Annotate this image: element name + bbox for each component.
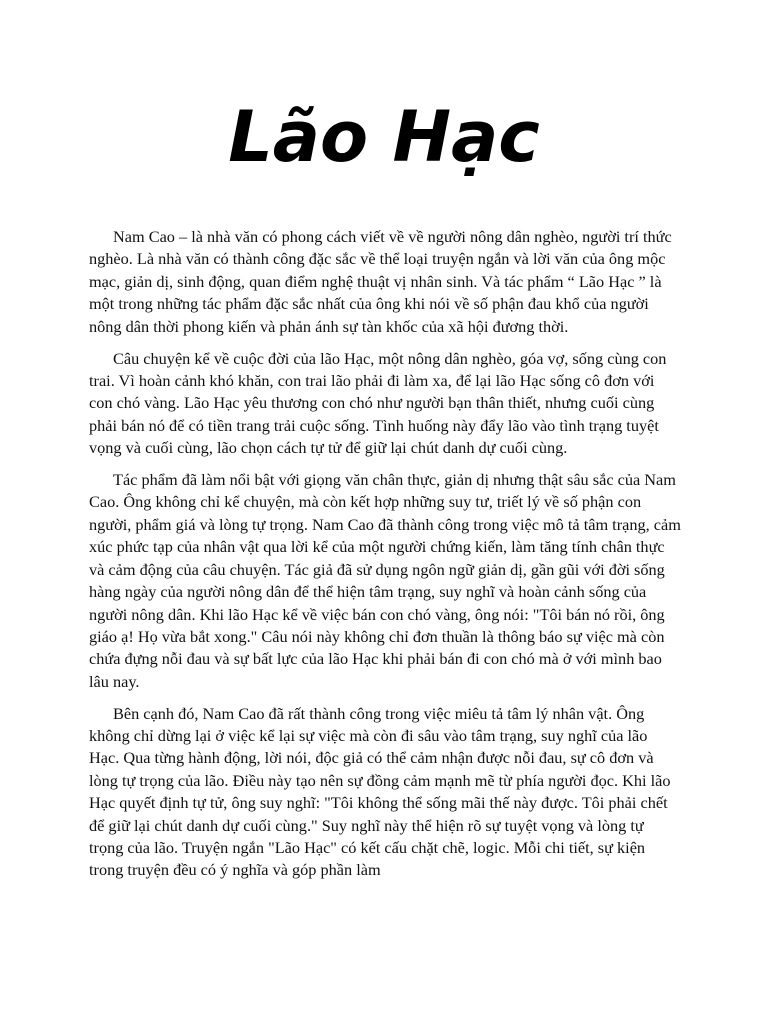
paragraph-3: Tác phẩm đã làm nổi bật với giọng văn chân thực, giản dị nhưng thật sâu sắc của Nam Cao. Ông không chỉ kể chuyện, mà còn kết hợp những suy tư, triết lý về số phận con người, phẩm giá và lòng tự trọng. Nam Cao đã thành công trong việc mô tả tâm trạng, cảm xúc phức tạp của nhân vật qua lời kể của một người chứng kiến, làm tăng tính chân thực và cảm động của câu chuyện. Tác giả đã sử dụng ngôn ngữ giản dị, gần gũi với đời sống hàng ngày của người nông dân để thể hiện tâm trạng, suy nghĩ và hoàn cảnh sống của người nông dân. Khi lão Hạc kể về việc bán con chó vàng, ông nói: "Tôi bán nó rồi, ông giáo ạ! Họ vừa bắt xong." Câu nói này không chỉ đơn thuần là thông báo sự việc mà còn chứa đựng nỗi đau và sự bất lực của lão Hạc khi phải bán đi con chó mà ở với mình bao lâu nay. bbox=[89, 470, 681, 691]
document-body bbox=[89, 226, 681, 891]
document-title: Lão Hạc bbox=[228, 96, 540, 178]
paragraph-1: Nam Cao – là nhà văn có phong cách viết về về người nông dân nghèo, người trí thức nghèo. Là nhà văn có thành công đặc sắc về thể loại truyện ngắn và lời văn của ông mộc mạc, giản dị, sinh động, quan điểm nghệ thuật vị nhân sinh. Và tác phẩm “ Lão Hạc ” là một trong những tác phẩm đặc sắc nhất của ông khi nói về số phận đau khổ của người nông dân thời phong kiến và phản ánh sự tàn khốc của xã hội đương thời. bbox=[89, 227, 672, 336]
paragraph-2: Câu chuyện kể về cuộc đời của lão Hạc, một nông dân nghèo, góa vợ, sống cùng con trai. Vì hoàn cảnh khó khăn, con trai lão phải đi làm xa, để lại lão Hạc sống cô đơn với con chó vàng. Lão Hạc yêu thương con chó như người bạn thân thiết, nhưng cuối cùng phải bán nó để có tiền trang trải cuộc sống. Tình huống này đẩy lão vào tình trạng tuyệt vọng và cuối cùng, lão chọn cách tự tử để giữ lại chút danh dự cuối cùng. bbox=[89, 348, 667, 458]
paragraph-4: Bên cạnh đó, Nam Cao đã rất thành công trong việc miêu tả tâm lý nhân vật. Ông không chỉ dừng lại ở việc kể lại sự việc mà còn đi sâu vào tâm trạng, suy nghĩ của lão Hạc. Qua từng hành động, lời nói, độc giả có thể cảm nhận được nỗi đau, sự cô đơn và lòng tự trọng của lão. Điều này tạo nên sự đồng cảm mạnh mẽ từ phía người đọc. Khi lão Hạc quyết định tự tử, ông suy nghĩ: "Tôi không thể sống mãi thế này được. Tôi phải chết để giữ lại chút danh dự cuối cùng." Suy nghĩ này thể hiện rõ sự tuyệt vọng và lòng tự trọng của lão. Truyện ngắn "Lão Hạc" có kết cấu chặt chẽ, logic. Mỗi chi tiết, sự kiện trong truyện đều có ý nghĩa và góp phần làm bbox=[89, 703, 671, 880]
